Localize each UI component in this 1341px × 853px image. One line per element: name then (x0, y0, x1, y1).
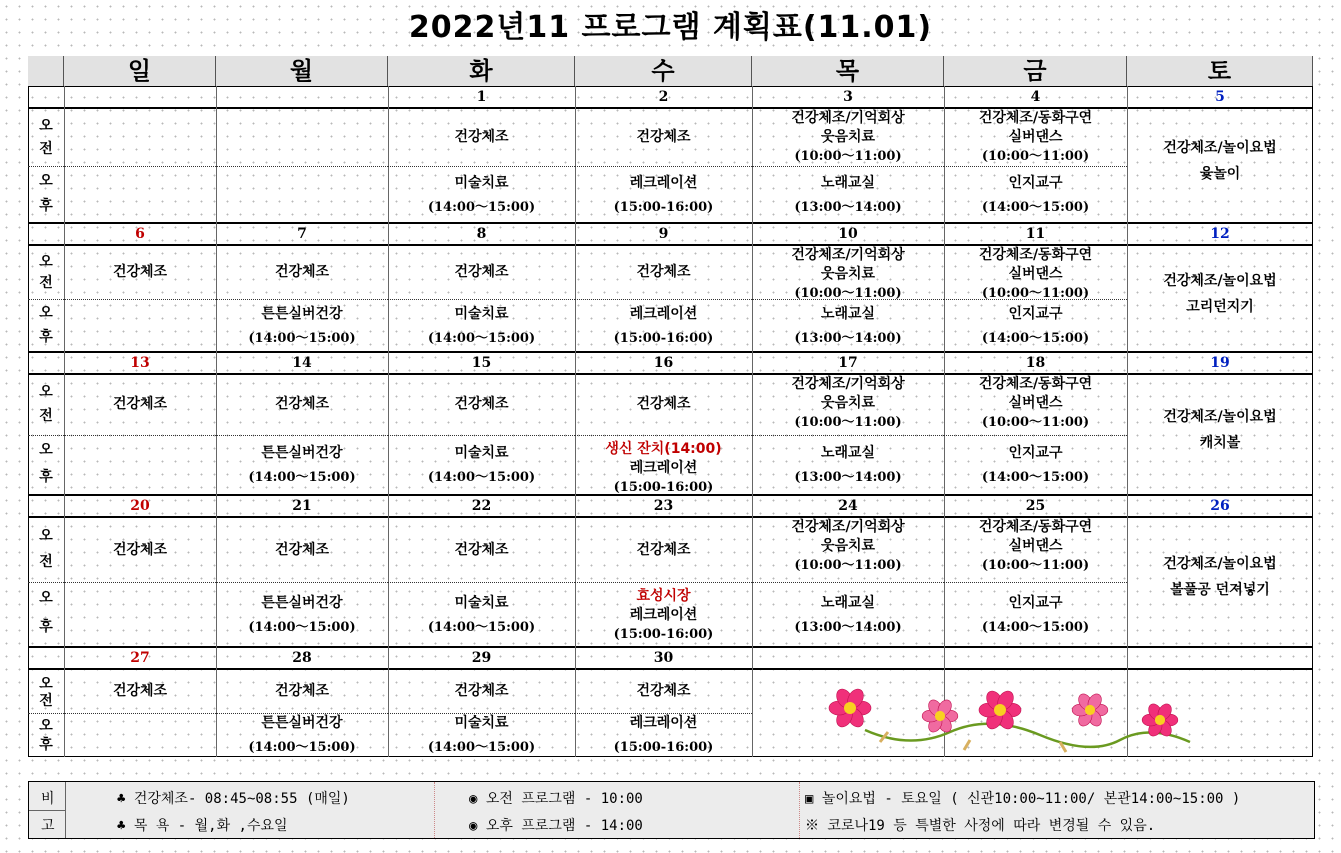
ampm-label: 오 (39, 172, 53, 189)
ampm-label: 오 (39, 442, 53, 459)
pm-activity: 튼튼실버건강 (261, 305, 343, 322)
am-activity: 건강체조 (112, 683, 168, 699)
am-activity: 건강체조/동화구연 (978, 519, 1093, 535)
ampm-divider (388, 713, 575, 714)
day-number: 12 (1210, 226, 1230, 242)
pm-activity: 튼튼실버건강 (261, 445, 343, 462)
day-number: 4 (1030, 89, 1041, 105)
ampm-divider (752, 435, 944, 436)
note-bath: ♣ 목 욕 - 월,화 ,수요일 (117, 818, 288, 834)
ampm-divider (64, 582, 216, 583)
saturday-activity: 건강체조/놀이요법 (1163, 272, 1277, 289)
ampm-divider (28, 166, 64, 167)
am-activity: (10:00～11:00) (794, 415, 902, 430)
day-number: 16 (653, 355, 674, 371)
note-exercise: ♣ 건강체조- 08:45~08:55 (매일) (117, 791, 350, 807)
notes-box (28, 781, 1315, 839)
ampm-divider (64, 299, 216, 300)
pm-activity: 노래교실 (820, 305, 876, 322)
am-activity: 실버댄스 (1008, 129, 1063, 145)
pm-activity: (15:00-16:00) (613, 480, 714, 495)
ampm-label: 전 (39, 140, 53, 157)
day-number: 28 (292, 650, 312, 666)
pm-activity: (14:00～15:00) (981, 470, 1090, 486)
am-activity: 건강체조 (454, 396, 509, 413)
am-activity: 건강체조 (274, 263, 330, 280)
saturday-activity: 윷놀이 (1199, 165, 1241, 182)
am-activity: 실버댄스 (1008, 266, 1063, 282)
ampm-divider (944, 435, 1127, 436)
weekday-6: 금 (944, 56, 1127, 86)
calendar-table (28, 56, 1313, 755)
ampm-divider (64, 435, 216, 436)
day-number: 10 (838, 226, 858, 242)
ampm-label: 오 (39, 718, 53, 735)
day-number: 19 (1210, 355, 1230, 371)
pm-activity: 인지교구 (1008, 174, 1063, 191)
day-number (752, 648, 944, 670)
ampm-divider (388, 582, 575, 583)
ampm-divider (64, 713, 216, 714)
pm-activity: (14:00～15:00) (248, 470, 356, 486)
am-activity: (10:00～11:00) (981, 149, 1090, 164)
day-number: 27 (130, 650, 150, 666)
am-activity: 건강체조 (636, 541, 691, 558)
ampm-divider (216, 299, 388, 300)
day-number: 30 (653, 650, 674, 666)
day-number: 24 (838, 498, 858, 514)
day-number (64, 87, 216, 109)
am-activity: 건강체조/기억회상 (791, 247, 905, 263)
day-number: 8 (476, 226, 487, 242)
pm-activity: (14:00～15:00) (427, 619, 536, 635)
pm-activity: 레크레이션 (629, 305, 698, 322)
pm-activity: (14:00～15:00) (981, 619, 1090, 635)
saturday-activity: 건강체조/놀이요법 (1163, 556, 1277, 572)
ampm-label: 오 (39, 305, 53, 322)
ampm-divider (944, 166, 1127, 167)
am-activity: 웃음치료 (820, 395, 876, 411)
ampm-divider (28, 713, 64, 714)
ampm-divider (575, 713, 752, 714)
am-activity: (10:00～11:00) (794, 558, 902, 573)
am-activity: 건강체조 (274, 683, 330, 699)
am-activity: (10:00～11:00) (981, 415, 1090, 430)
pm-activity: (15:00-16:00) (613, 627, 714, 642)
day-number: 23 (653, 498, 674, 514)
pm-activity: 노래교실 (820, 174, 876, 191)
am-activity: 건강체조 (636, 683, 691, 699)
day-number: 22 (471, 498, 492, 514)
ampm-divider (752, 166, 944, 167)
weekday-5: 목 (752, 56, 944, 86)
am-activity: 건강체조 (112, 263, 168, 280)
am-activity: 건강체조 (636, 128, 691, 145)
ampm-label: 오 (39, 675, 53, 692)
pm-activity: (13:00～14:00) (794, 619, 902, 635)
ampm-divider (64, 166, 216, 167)
am-activity: 건강체조 (274, 541, 330, 558)
note-pm-program: ◉ 오후 프로그램 - 14:00 (469, 818, 643, 834)
am-activity: 건강체조/기억회상 (791, 110, 905, 126)
am-activity: 건강체조/동화구연 (978, 376, 1093, 392)
ampm-divider (752, 582, 944, 583)
ampm-label: 오 (39, 590, 53, 607)
weekday-4: 수 (575, 56, 752, 86)
am-activity: 건강체조 (636, 396, 691, 413)
ampm-label: 전 (39, 554, 53, 570)
day-number: 7 (297, 226, 307, 242)
ampm-divider (216, 166, 388, 167)
ampm-label: 전 (39, 275, 53, 292)
pm-activity: (14:00～15:00) (427, 330, 536, 346)
am-activity: 건강체조 (274, 396, 330, 413)
pm-activity: (15:00-16:00) (613, 740, 714, 755)
ampm-label: 오 (39, 117, 53, 134)
am-activity: (10:00～11:00) (981, 558, 1090, 573)
ampm-label: 전 (39, 693, 53, 710)
ampm-divider (575, 166, 752, 167)
ampm-divider (28, 435, 64, 436)
header-corner (28, 56, 64, 86)
pm-activity: 튼튼실버건강 (261, 715, 343, 731)
pm-activity: 미술치료 (454, 715, 509, 731)
ampm-divider (388, 299, 575, 300)
ampm-label: 오 (39, 384, 53, 401)
ampm-label: 후 (39, 737, 53, 754)
am-activity: 건강체조 (112, 396, 168, 413)
day-number: 2 (658, 89, 669, 105)
day-number: 14 (292, 355, 312, 371)
am-activity: 웃음치료 (820, 129, 876, 145)
am-activity: 건강체조/동화구연 (978, 110, 1093, 126)
pm-activity: 미술치료 (454, 445, 509, 462)
am-activity: 건강체조 (636, 263, 691, 280)
pm-activity: (13:00～14:00) (794, 330, 902, 346)
am-activity: 건강체조 (112, 541, 168, 558)
day-number (1127, 648, 1313, 670)
am-activity: (10:00～11:00) (794, 149, 902, 164)
day-number: 13 (130, 355, 150, 371)
notes-label-2: 고 (41, 818, 55, 834)
pm-activity: 인지교구 (1008, 305, 1063, 322)
pm-activity: 노래교실 (820, 594, 876, 611)
day-number: 21 (292, 498, 312, 514)
pm-activity: (15:00-16:00) (613, 330, 714, 346)
weekday-7: 토 (1127, 56, 1313, 86)
day-number (944, 648, 1127, 670)
pm-activity: 미술치료 (454, 305, 509, 322)
ampm-divider (28, 582, 64, 583)
ampm-label: 오 (39, 528, 53, 544)
pm-activity: 노래교실 (820, 445, 876, 462)
am-activity: 건강체조 (454, 683, 509, 699)
weekday-3: 화 (388, 56, 575, 86)
day-number: 1 (476, 89, 487, 105)
weekday-1: 일 (64, 56, 216, 86)
ampm-label: 후 (39, 468, 53, 485)
saturday-activity: 볼풀공 던져넣기 (1170, 582, 1270, 598)
am-activity: 건강체조 (454, 128, 509, 145)
day-number: 11 (1025, 226, 1046, 242)
am-activity: (10:00～11:00) (981, 286, 1090, 301)
day-number: 15 (471, 355, 492, 371)
day-number: 29 (471, 650, 492, 666)
ampm-divider (216, 713, 388, 714)
am-activity: (10:00～11:00) (794, 286, 902, 301)
pm-activity: 레크레이션 (629, 460, 698, 476)
day-number: 5 (1215, 89, 1225, 105)
notes-label-1: 비 (41, 791, 55, 807)
pm-activity: 인지교구 (1008, 445, 1063, 462)
pm-activity: 미술치료 (454, 594, 509, 611)
am-activity: 실버댄스 (1008, 395, 1063, 411)
saturday-activity: 캐치볼 (1199, 434, 1241, 451)
ampm-divider (944, 582, 1127, 583)
am-activity: 건강체조/기억회상 (791, 519, 905, 535)
ampm-divider (388, 435, 575, 436)
ampm-label: 후 (39, 328, 53, 345)
pm-activity: (14:00～15:00) (981, 330, 1090, 346)
ampm-divider (28, 299, 64, 300)
am-activity: 건강체조/동화구연 (978, 247, 1093, 263)
day-number: 3 (843, 89, 853, 105)
ampm-divider (216, 435, 388, 436)
day-number (216, 87, 388, 109)
saturday-activity: 건강체조/놀이요법 (1163, 408, 1277, 425)
page-title: 2022년11 프로그램 계획표(11.01) (408, 10, 933, 45)
ampm-divider (575, 582, 752, 583)
note-covid: ※ 코로나19 등 특별한 사정에 따라 변경될 수 있음. (805, 818, 1156, 834)
saturday-activity: 고리던지기 (1186, 298, 1254, 315)
ampm-divider (388, 166, 575, 167)
pm-activity: (13:00～14:00) (794, 470, 902, 486)
pm-activity: 생신 잔치(14:00) (605, 441, 722, 457)
day-number: 9 (658, 226, 669, 242)
pm-activity: (15:00-16:00) (613, 199, 714, 215)
pm-activity: 효성시장 (636, 588, 691, 604)
pm-activity: (14:00～15:00) (248, 740, 356, 755)
day-number: 17 (838, 355, 858, 371)
day-number: 26 (1210, 498, 1230, 514)
am-activity: 건강체조/기억회상 (791, 376, 905, 392)
note-am-program: ◉ 오전 프로그램 - 10:00 (469, 791, 643, 807)
pm-activity: 튼튼실버건강 (261, 594, 343, 611)
am-activity: 웃음치료 (820, 538, 876, 554)
ampm-label: 후 (39, 198, 53, 214)
pm-activity: (14:00～15:00) (248, 619, 356, 635)
weekday-2: 월 (216, 56, 388, 86)
pm-activity: 레크레이션 (629, 174, 698, 191)
day-number: 18 (1025, 355, 1046, 371)
ampm-divider (575, 435, 752, 436)
ampm-label: 오 (39, 253, 53, 270)
saturday-activity: 건강체조/놀이요법 (1163, 139, 1277, 156)
am-activity: 실버댄스 (1008, 538, 1063, 554)
am-activity: 건강체조 (454, 541, 509, 558)
am-activity: 웃음치료 (820, 266, 876, 282)
pm-activity: 미술치료 (454, 174, 509, 191)
ampm-divider (216, 582, 388, 583)
pm-activity: 인지교구 (1008, 594, 1063, 611)
note-play-therapy: ▣ 놀이요법 - 토요일 ( 신관10:00~11:00/ 본관14:00~15:00 ) (805, 791, 1241, 807)
pm-activity: 레크레이션 (629, 607, 698, 623)
pm-activity: (14:00～15:00) (248, 330, 356, 346)
ampm-divider (575, 299, 752, 300)
ampm-label: 후 (39, 619, 53, 635)
ampm-label: 전 (39, 408, 53, 425)
day-number: 20 (130, 498, 150, 514)
day-number: 25 (1025, 498, 1046, 514)
pm-activity: (14:00～15:00) (427, 740, 536, 755)
pm-activity: 레크레이션 (629, 715, 698, 731)
flower-decoration-image (820, 680, 1210, 760)
pm-activity: (14:00～15:00) (981, 199, 1090, 215)
pm-activity: (14:00～15:00) (427, 199, 536, 215)
pm-activity: (13:00～14:00) (794, 199, 902, 215)
am-activity: 건강체조 (454, 263, 509, 280)
pm-activity: (14:00～15:00) (427, 470, 536, 486)
day-number: 6 (135, 226, 145, 242)
